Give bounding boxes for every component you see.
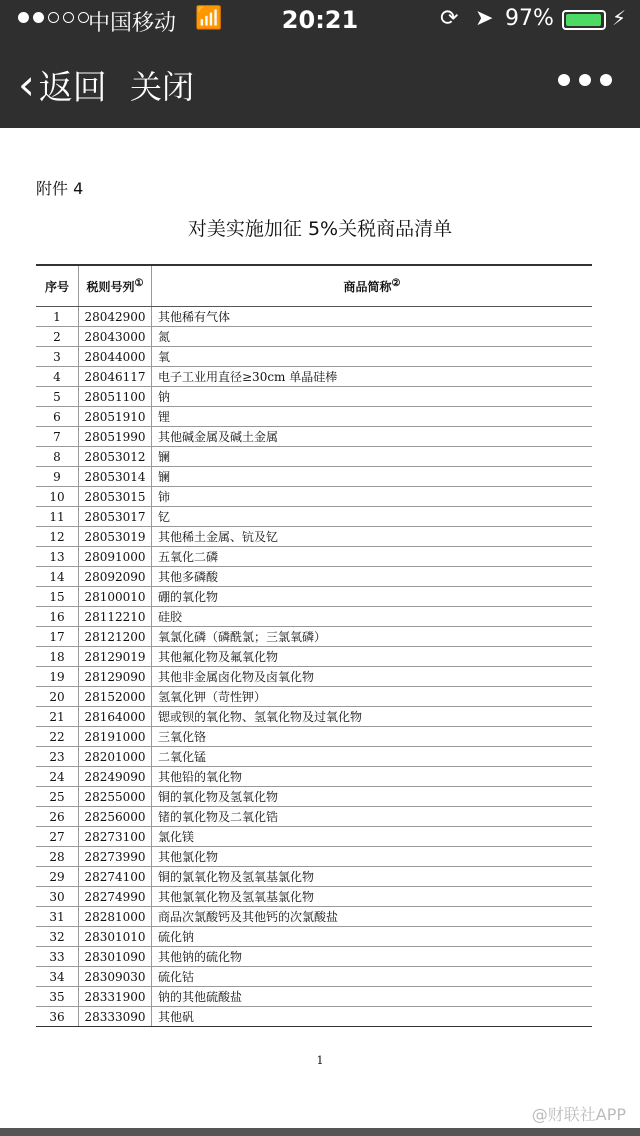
row-seq: 2 <box>36 327 79 347</box>
row-seq: 34 <box>36 967 79 987</box>
row-code: 28091000 <box>79 547 152 567</box>
row-name: 硼的氧化物 <box>152 587 593 607</box>
row-seq: 36 <box>36 1007 79 1027</box>
row-name: 硫化钠 <box>152 927 593 947</box>
row-seq: 29 <box>36 867 79 887</box>
table-row <box>36 587 592 607</box>
battery-percentage: 97% <box>505 6 554 31</box>
table-row <box>36 747 592 767</box>
back-button[interactable] <box>18 60 107 109</box>
row-code: 28331900 <box>79 987 152 1007</box>
row-seq: 32 <box>36 927 79 947</box>
table-row <box>36 727 592 747</box>
table-row <box>36 707 592 727</box>
row-name: 锗的氧化物及二氧化锆 <box>152 807 593 827</box>
header-code <box>79 265 152 307</box>
row-name: 其他铅的氧化物 <box>152 767 593 787</box>
table-row <box>36 507 592 527</box>
row-seq: 33 <box>36 947 79 967</box>
table-row <box>36 987 592 1007</box>
row-code: 28051100 <box>79 387 152 407</box>
row-seq: 12 <box>36 527 79 547</box>
row-name: 其他非金属卤化物及卤氧化物 <box>152 667 593 687</box>
header-code-footnote: ① <box>134 277 144 289</box>
row-name: 其他碱金属及碱土金属 <box>152 427 593 447</box>
row-seq: 14 <box>36 567 79 587</box>
row-seq: 4 <box>36 367 79 387</box>
header-name <box>152 265 593 307</box>
row-name: 硫化钴 <box>152 967 593 987</box>
table-row <box>36 607 592 627</box>
row-name: 其他稀有气体 <box>152 307 593 327</box>
row-name: 其他氟化物及氟氧化物 <box>152 647 593 667</box>
header-name-footnote: ② <box>391 277 401 289</box>
row-code: 28201000 <box>79 747 152 767</box>
row-code: 28053012 <box>79 447 152 467</box>
row-name: 其他钠的硫化物 <box>152 947 593 967</box>
row-code: 28256000 <box>79 807 152 827</box>
row-seq: 5 <box>36 387 79 407</box>
row-seq: 13 <box>36 547 79 567</box>
row-name: 五氧化二磷 <box>152 547 593 567</box>
table-row <box>36 867 592 887</box>
row-seq: 27 <box>36 827 79 847</box>
table-row <box>36 467 592 487</box>
row-code: 28053019 <box>79 527 152 547</box>
row-code: 28309030 <box>79 967 152 987</box>
row-seq: 31 <box>36 907 79 927</box>
row-seq: 20 <box>36 687 79 707</box>
table-row <box>36 567 592 587</box>
row-name: 钇 <box>152 507 593 527</box>
row-code: 28044000 <box>79 347 152 367</box>
row-code: 28255000 <box>79 787 152 807</box>
carrier-name: 中国移动 <box>88 11 177 36</box>
row-name: 氧 <box>152 347 593 367</box>
row-code: 28129019 <box>79 647 152 667</box>
table-row <box>36 407 592 427</box>
more-dot-icon <box>579 74 591 86</box>
row-seq: 6 <box>36 407 79 427</box>
row-name: 铜的氯氧化物及氢氧基氯化物 <box>152 867 593 887</box>
row-seq: 25 <box>36 787 79 807</box>
table-row <box>36 367 592 387</box>
table-row <box>36 907 592 927</box>
row-code: 28191000 <box>79 727 152 747</box>
wifi-icon: 📶 <box>195 6 223 31</box>
table-row <box>36 647 592 667</box>
chevron-left-icon: ‹ <box>18 59 35 109</box>
row-seq: 7 <box>36 427 79 447</box>
table-row <box>36 927 592 947</box>
row-code: 28053017 <box>79 507 152 527</box>
row-name: 商品次氯酸钙及其他钙的次氯酸盐 <box>152 907 593 927</box>
watermark: @财联社APP <box>531 1105 626 1124</box>
row-name: 二氧化锰 <box>152 747 593 767</box>
row-seq: 28 <box>36 847 79 867</box>
row-code: 28301090 <box>79 947 152 967</box>
row-code: 28053014 <box>79 467 152 487</box>
header-name-label: 商品简称 <box>343 279 392 294</box>
bottom-toolbar-edge <box>0 1128 640 1136</box>
page-number: 1 <box>316 1054 324 1067</box>
status-bar <box>0 0 640 40</box>
document-page <box>0 128 640 1128</box>
row-code: 28121200 <box>79 627 152 647</box>
row-code: 28281000 <box>79 907 152 927</box>
table-row <box>36 307 592 327</box>
row-code: 28112210 <box>79 607 152 627</box>
row-seq: 24 <box>36 767 79 787</box>
table-row <box>36 687 592 707</box>
table-row <box>36 427 592 447</box>
row-name: 铈 <box>152 487 593 507</box>
row-code: 28249090 <box>79 767 152 787</box>
row-seq: 11 <box>36 507 79 527</box>
table-row <box>36 527 592 547</box>
more-options-button[interactable] <box>558 74 612 86</box>
row-seq: 3 <box>36 347 79 367</box>
row-name: 氢氧化钾（苛性钾） <box>152 687 593 707</box>
table-row <box>36 767 592 787</box>
table-row <box>36 1007 592 1027</box>
row-code: 28129090 <box>79 667 152 687</box>
top-bar <box>0 0 640 128</box>
row-code: 28273990 <box>79 847 152 867</box>
row-seq: 35 <box>36 987 79 1007</box>
row-seq: 21 <box>36 707 79 727</box>
row-name: 镧 <box>152 447 593 467</box>
row-name: 氮 <box>152 327 593 347</box>
row-seq: 30 <box>36 887 79 907</box>
location-arrow-icon: ➤ <box>475 6 494 31</box>
row-code: 28100010 <box>79 587 152 607</box>
table-row <box>36 487 592 507</box>
battery-fill <box>566 14 601 26</box>
row-name: 锂 <box>152 407 593 427</box>
row-seq: 15 <box>36 587 79 607</box>
row-seq: 17 <box>36 627 79 647</box>
more-dot-icon <box>600 74 612 86</box>
status-time: 20:21 <box>281 6 359 34</box>
table-row <box>36 447 592 467</box>
row-name: 其他多磷酸 <box>152 567 593 587</box>
header-seq: 序号 <box>36 265 79 307</box>
table-row <box>36 967 592 987</box>
row-seq: 1 <box>36 307 79 327</box>
row-name: 锶或钡的氧化物、氢氧化物及过氧化物 <box>152 707 593 727</box>
more-dot-icon <box>558 74 570 86</box>
row-name: 其他氯氧化物及氢氧基氯化物 <box>152 887 593 907</box>
row-seq: 10 <box>36 487 79 507</box>
row-code: 28092090 <box>79 567 152 587</box>
row-seq: 19 <box>36 667 79 687</box>
row-code: 28051910 <box>79 407 152 427</box>
row-name: 铜的氧化物及氢氧化物 <box>152 787 593 807</box>
row-code: 28053015 <box>79 487 152 507</box>
row-seq: 26 <box>36 807 79 827</box>
row-code: 28274100 <box>79 867 152 887</box>
row-name: 其他矾 <box>152 1007 593 1027</box>
row-code: 28051990 <box>79 427 152 447</box>
document-title: 对美实施加征 5%关税商品清单 <box>187 218 453 240</box>
row-code: 28333090 <box>79 1007 152 1027</box>
charging-bolt-icon: ⚡ <box>612 6 627 30</box>
row-name: 硅胶 <box>152 607 593 627</box>
table-header-row <box>36 265 592 307</box>
battery-icon <box>562 10 606 30</box>
table-row <box>36 887 592 907</box>
table-row <box>36 667 592 687</box>
table-row <box>36 327 592 347</box>
table-row <box>36 547 592 567</box>
row-name: 钠的其他硫酸盐 <box>152 987 593 1007</box>
annex-label: 附件 4 <box>36 179 84 198</box>
table-row <box>36 807 592 827</box>
row-code: 28274990 <box>79 887 152 907</box>
row-seq: 18 <box>36 647 79 667</box>
rotation-lock-icon: ⟳ <box>440 6 459 31</box>
row-code: 28046117 <box>79 367 152 387</box>
row-seq: 16 <box>36 607 79 627</box>
table-row <box>36 627 592 647</box>
back-label: 返回 <box>38 68 107 108</box>
row-code: 28273100 <box>79 827 152 847</box>
header-code-label: 税则号列 <box>86 279 135 294</box>
row-seq: 22 <box>36 727 79 747</box>
row-code: 28042900 <box>79 307 152 327</box>
row-code: 28164000 <box>79 707 152 727</box>
tariff-table <box>36 264 592 1027</box>
row-code: 28301010 <box>79 927 152 947</box>
row-seq: 23 <box>36 747 79 767</box>
row-name: 三氧化铬 <box>152 727 593 747</box>
table-row <box>36 787 592 807</box>
row-code: 28152000 <box>79 687 152 707</box>
table-row <box>36 847 592 867</box>
row-name: 氧氯化磷（磷酰氯；三氯氧磷） <box>152 627 593 647</box>
row-name: 镧 <box>152 467 593 487</box>
close-button[interactable]: 关闭 <box>130 68 195 106</box>
table-row <box>36 387 592 407</box>
row-name: 其他稀土金属、钪及钇 <box>152 527 593 547</box>
table-row <box>36 347 592 367</box>
row-name: 钠 <box>152 387 593 407</box>
navigation-bar <box>0 40 640 128</box>
row-name: 氯化镁 <box>152 827 593 847</box>
row-seq: 8 <box>36 447 79 467</box>
table-row <box>36 827 592 847</box>
row-code: 28043000 <box>79 327 152 347</box>
table-row <box>36 947 592 967</box>
row-seq: 9 <box>36 467 79 487</box>
row-name: 电子工业用直径≥30cm 单晶硅棒 <box>152 367 593 387</box>
row-name: 其他氯化物 <box>152 847 593 867</box>
